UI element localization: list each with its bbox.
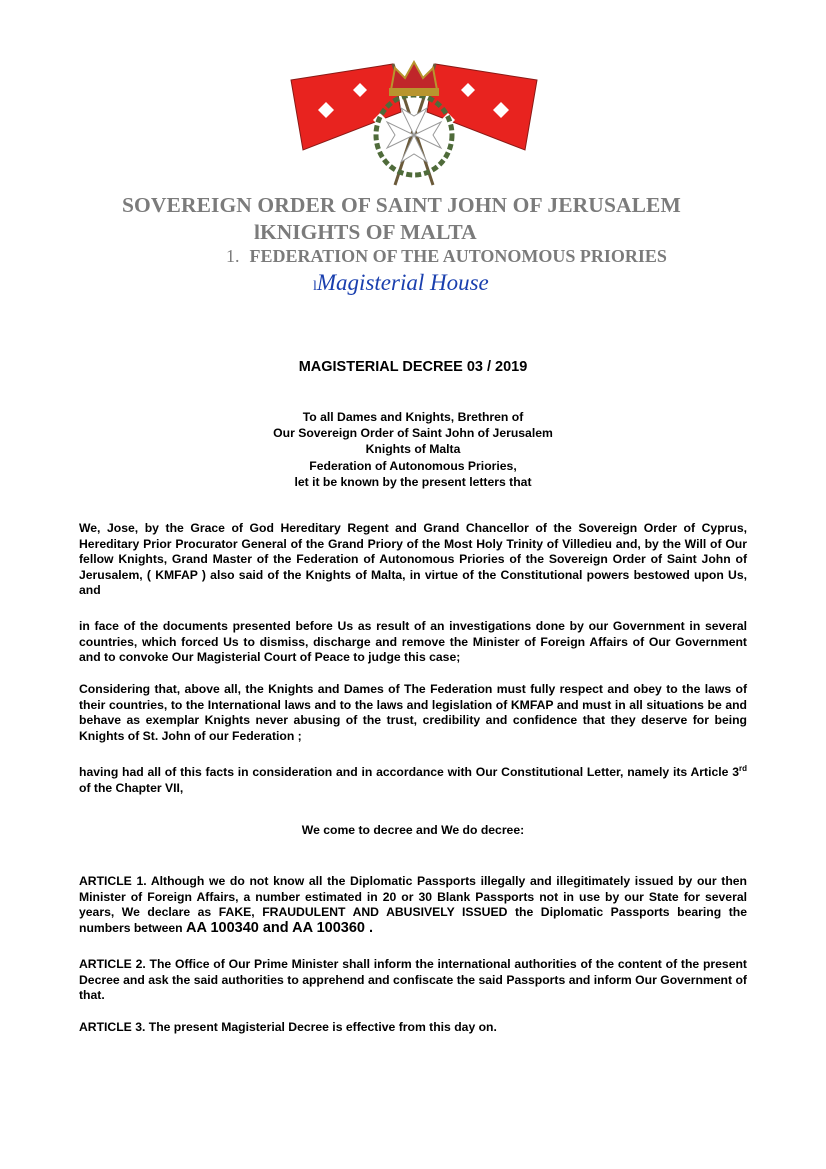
article-1 [79,874,747,936]
house-mark: l [313,279,317,294]
magisterial-house-text: Magisterial House [316,270,489,295]
address-line: To all Dames and Knights, Brethren of [302,410,524,424]
federation-line-number: 1. [226,246,240,266]
address-block [0,409,826,490]
address-line: Knights of Malta [365,442,461,457]
article-1-text: ARTICLE 1. Although we do not know all the Diplomatic Passports illegally and illegitimately issued by our then Minister of Foreign Affairs, a number estimated in 20 or 30 Blank Passports not in use by our State for several years, We declare as FAKE, FRAUDULENT AND ABUSIVELY ISSUED the Diplomatic Passports bearing the numbers between [79,874,747,935]
address-line: let it be known by the present letters that [294,474,532,489]
passport-numbers: AA 100340 and AA 100360 . [186,919,374,936]
investigation-paragraph: in face of the documents presented before Us as result of an investigations done by our Government in several countries, which forced Us to dismiss, discharge and remove the Minister of Foreign Affairs of Our Government and to convoke Our Magisterial Court of Peace to judge this case; [79,619,747,665]
knights-of-malta-line: lKNIGHTS OF MALTA [254,220,477,244]
ordinal-suffix: rd [739,764,747,773]
maltese-cross-crown-flags-icon [283,50,545,192]
address-line: Federation of Autonomous Priories, [309,458,517,473]
federation-line-text: FEDERATION OF THE AUTONOMOUS PRIORIES [249,246,667,266]
federation-line [226,246,667,267]
constitutional-text-b: of the Chapter VII, [79,780,184,795]
address-line: Our Sovereign Order of Saint John of Jerusalem [273,426,553,441]
decree-statement: We come to decree and We do decree: [301,823,525,837]
constitutional-text-a: having had all of this facts in consideration and in accordance with Our Constitutional Letter, namely its Article 3 [79,765,739,780]
order-emblem [283,50,545,192]
order-name-line: SOVEREIGN ORDER OF SAINT JOHN OF JERUSALEM [122,193,681,217]
article-3: ARTICLE 3. The present Magisterial Decree is effective from this day on. [79,1020,497,1034]
magisterial-house-line [313,270,489,296]
decree-title: MAGISTERIAL DECREE 03 / 2019 [298,359,528,375]
considering-paragraph: Considering that, above all, the Knights and Dames of The Federation must fully respect and obey to the laws of their countries, to the International laws and to the laws and legislation of KMFAP and must in all situations be and behave as exemplar Knights never abusing of the trust, credibility and confidence that they deserve for being Knights of St. John of our Federation ; [79,682,747,743]
constitutional-paragraph [79,761,747,796]
preamble-paragraph: We, Jose, by the Grace of God Hereditary Regent and Grand Chancellor of the Sovereign Order of Cyprus, Hereditary Prior Procurator General of the Grand Priory of the Most Holy Trinity of Villedieu and, by the Will of Our fellow Knights, Grand Master of the Federation of Autonomous Priories of the Sovereign Order of Saint John of Jerusalem, ( KMFAP ) also said of the Knights of Malta, in virtue of the Constitutional powers bestowed upon Us, and [79,521,747,598]
article-2: ARTICLE 2. The Office of Our Prime Minister shall inform the international authorities of the content of the present Decree and ask the said authorities to apprehend and confiscate the said Passports and inform Our Government of that. [79,957,747,1003]
